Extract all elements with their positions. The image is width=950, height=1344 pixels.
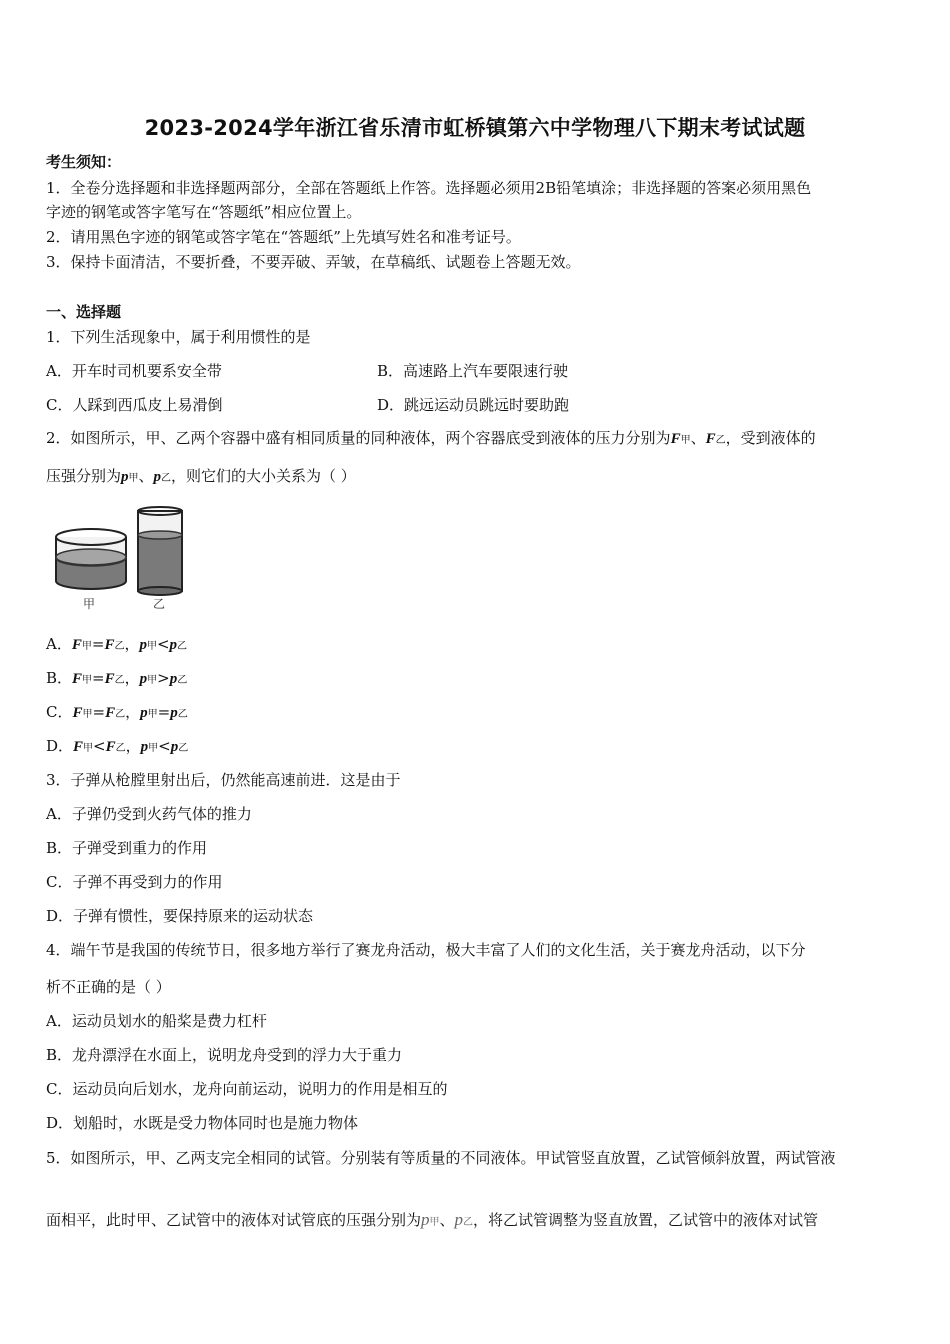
q5-stem-line1: 5．如图所示，甲、乙两支完全相同的试管。分别装有等质量的不同液体。甲试管竖直放置，乙试管倾斜放置，两试管液 (46, 1149, 836, 1167)
q4-option-a: A．运动员划水的船桨是费力杠杆 (46, 1012, 267, 1030)
notice-heading: 考生须知： (46, 153, 122, 171)
q3-option-a: A．子弹仍受到火药气体的推力 (46, 805, 252, 823)
q2-option-b: B．F甲=F乙，p甲>p乙 (46, 669, 188, 687)
notice-item-1-cont: 字迹的钢笔或答字笔写在“答题纸”相应位置上。 (46, 203, 362, 221)
q2-option-d: D．F甲<F乙，p甲<p乙 (46, 737, 189, 755)
page-title: 2023-2024学年浙江省乐清市虹桥镇第六中学物理八下期末考试试题 (144, 116, 806, 140)
q2-option-c: C．F甲=F乙，p甲=p乙 (46, 703, 188, 721)
q4-stem-line2: 析不正确的是（ ） (46, 978, 171, 996)
q2-option-a: A．F甲=F乙，p甲<p乙 (46, 635, 188, 653)
q3-option-b: B．子弹受到重力的作用 (46, 839, 208, 857)
q2-stem-line2: 压强分别为p甲、p乙，则它们的大小关系为（ ） (46, 467, 356, 485)
q2-figure-containers (50, 505, 200, 621)
q3-option-c: C．子弹不再受到力的作用 (46, 873, 223, 891)
q4-stem-line1: 4．端午节是我国的传统节日，很多地方举行了赛龙舟活动，极大丰富了人们的文化生活，关于赛龙舟活动，以下分 (46, 941, 806, 959)
q4-option-b: B．龙舟漂浮在水面上，说明龙舟受到的浮力大于重力 (46, 1046, 403, 1064)
notice-item-2: 2．请用黑色字迹的钢笔或答字笔在“答题纸”上先填写姓名和准考证号。 (46, 228, 521, 246)
q1-option-c: C．人踩到西瓜皮上易滑倒 (46, 396, 223, 414)
q2-stem-line1: 2．如图所示，甲、乙两个容器中盛有相同质量的同种液体，两个容器底受到液体的压力分别为F甲、F乙，受到液体的 (46, 429, 816, 447)
q1-stem: 1．下列生活现象中，属于利用惯性的是 (46, 328, 311, 346)
section-heading: 一、选择题 (46, 303, 122, 321)
q3-option-d: D．子弹有惯性，要保持原来的运动状态 (46, 907, 314, 925)
notice-item-3: 3．保持卡面清洁，不要折叠，不要弄破、弄皱，在草稿纸、试题卷上答题无效。 (46, 253, 581, 271)
q1-option-d: D．跳远运动员跳远时要助跑 (377, 396, 570, 414)
containers-diagram (50, 505, 200, 617)
q3-stem: 3．子弹从枪膛里射出后，仍然能高速前进．这是由于 (46, 771, 401, 789)
notice-item-1: 1．全卷分选择题和非选择题两部分，全部在答题纸上作答。选择题必须用2B铅笔填涂；非选择题的答案必须用黑色 (46, 179, 812, 197)
q1-option-b: B．高速路上汽车要限速行驶 (377, 362, 569, 380)
q4-option-c: C．运动员向后划水，龙舟向前运动，说明力的作用是相互的 (46, 1080, 448, 1098)
label-jia: 甲 (83, 597, 96, 611)
q1-option-a: A．开车时司机要系安全带 (46, 362, 222, 380)
q4-option-d: D．划船时，水既是受力物体同时也是施力物体 (46, 1114, 359, 1132)
label-yi: 乙 (153, 597, 166, 611)
q5-stem-line2: 面相平，此时甲、乙试管中的液体对试管底的压强分别为p甲、p乙，将乙试管调整为竖直放置，乙试管中的液体对试管 (46, 1210, 819, 1229)
